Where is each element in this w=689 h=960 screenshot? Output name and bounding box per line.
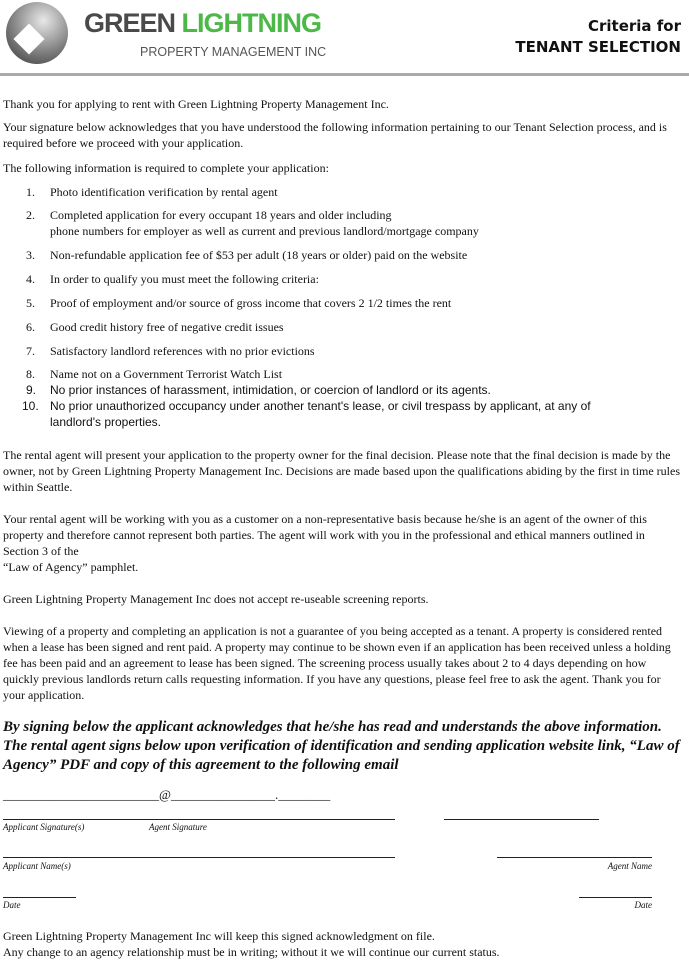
logo-word-lightning: LIGHTNING (181, 8, 322, 38)
list-item (26, 295, 451, 311)
list-item (26, 319, 284, 335)
list-text: In order to qualify you must meet the following criteria: (50, 272, 319, 286)
document-title (515, 16, 681, 58)
title-line-1: Criteria for (587, 17, 681, 35)
header-divider (0, 73, 689, 76)
list-item (26, 271, 319, 287)
list-text-line: Completed application for every occupant 18 years and older including (50, 208, 392, 222)
list-text (50, 207, 479, 239)
list-text: Satisfactory landlord references with no prior evictions (50, 344, 315, 358)
applicant-name-line[interactable] (3, 857, 395, 858)
list-num: 7. (26, 344, 35, 358)
list-num: 6. (26, 320, 35, 334)
list-text: Proof of employment and/or source of gross income that covers 2 1/2 times the rent (50, 296, 452, 310)
applicant-date-label: Date (3, 900, 21, 910)
list-text-line: No prior unauthorized occupancy under another tenant's lease, or civil trespass by applicant, at any of (50, 399, 591, 413)
acknowledgment-text: By signing below the applicant acknowledges that he/she has read and understands the above information. The rental agent signs below upon verification of identification and sending application website link, “Law of Agency” PDF and copy of this agreement to the following email (3, 719, 680, 773)
para-decision: The rental agent will present your application to the property owner for the final decision. Please note that the final decision is made by the owner, not by Green Lightning Property Management Inc. Decisions are made based upon the qualifications abiding by the first in time rules within Seattle. (3, 448, 681, 494)
agent-name-label: Agent Name (607, 861, 652, 871)
applicant-name-label: Applicant Name(s) (3, 861, 71, 871)
list-item (26, 366, 282, 382)
logo-subtitle: PROPERTY MANAGEMENT INC (140, 45, 327, 59)
list-num: 10. (22, 399, 39, 413)
list-num: 9. (26, 383, 37, 397)
list-text: Photo identification verification by rental agent (50, 185, 278, 199)
logo-title (84, 8, 321, 39)
list-text: Name not on a Government Terrorist Watch List (50, 367, 283, 381)
list-num: 3. (26, 248, 35, 262)
para-screening-reports: Green Lightning Property Management Inc does not accept re-useable screening reports. (3, 592, 429, 606)
list-num: 1. (26, 185, 35, 199)
list-text: Good credit history free of negative credit issues (50, 320, 284, 334)
list-item (26, 343, 315, 359)
agent-date-label: Date (634, 900, 652, 910)
agent-signature-label: Agent Signature (149, 822, 207, 832)
applicant-date-line[interactable] (3, 897, 76, 898)
email-field[interactable]: ________________________@________________.________ (3, 787, 331, 802)
intro-thanks: Thank you for applying to rent with Green Lightning Property Management Inc. (3, 97, 389, 111)
agent-name-line[interactable] (497, 857, 652, 858)
list-num: 8. (26, 367, 35, 381)
footer-line-2: Any change to an agency relationship must be in writing; without it we will continue our current status. (3, 945, 500, 959)
list-item (26, 207, 479, 239)
para-law-of-agency: “Law of Agency” pamphlet. (3, 560, 139, 574)
list-item (26, 247, 467, 263)
list-text-line: phone numbers for employer as well as current and previous landlord/mortgage company (50, 224, 479, 238)
agent-signature-line[interactable] (444, 819, 599, 820)
list-item (22, 398, 591, 430)
applicant-signature-line[interactable] (3, 819, 395, 820)
list-num: 2. (26, 208, 35, 222)
list-num: 4. (26, 272, 35, 286)
footer-line-1: Green Lightning Property Management Inc will keep this signed acknowledgment on file. (3, 929, 435, 943)
list-text (50, 398, 591, 430)
list-num: 5. (26, 296, 35, 310)
list-text: Non-refundable application fee of $53 per adult (18 years or older) paid on the website (50, 248, 468, 262)
list-item (26, 184, 278, 200)
intro-required: The following information is required to complete your application: (3, 161, 329, 175)
list-text: No prior instances of harassment, intimidation, or coercion of landlord or its agents. (50, 383, 491, 397)
para-agent: Your rental agent will be working with you as a customer on a non-representative basis because he/she is an agent of the owner of this property and therefore cannot represent both parties. The agent will work with you in the professional and ethical manners outlined in Section 3 of the (3, 512, 647, 558)
logo-word-green: GREEN (84, 8, 176, 38)
intro-signature: Your signature below acknowledges that you have understood the following information pertaining to our Tenant Selection process, and is required before we proceed with your application. (3, 120, 667, 150)
applicant-signature-label: Applicant Signature(s) (3, 822, 85, 832)
list-text-line: landlord's properties. (50, 415, 162, 429)
para-viewing: Viewing of a property and completing an application is not a guarantee of you being accepted as a tenant. A property is considered rented when a lease has been signed and rent paid. A property may continue to be shown even if an application has been received unless a holding fee has been paid and an agreement to lease has been signed. The screening process usually takes about 2 to 4 days depending on how quickly previous landlords return calls requesting information. If you have any questions, please feel free to ask the agent. Thank you for your application. (3, 624, 671, 702)
title-line-2: TENANT SELECTION (515, 38, 681, 56)
agent-date-line[interactable] (579, 897, 652, 898)
list-item (26, 382, 491, 398)
